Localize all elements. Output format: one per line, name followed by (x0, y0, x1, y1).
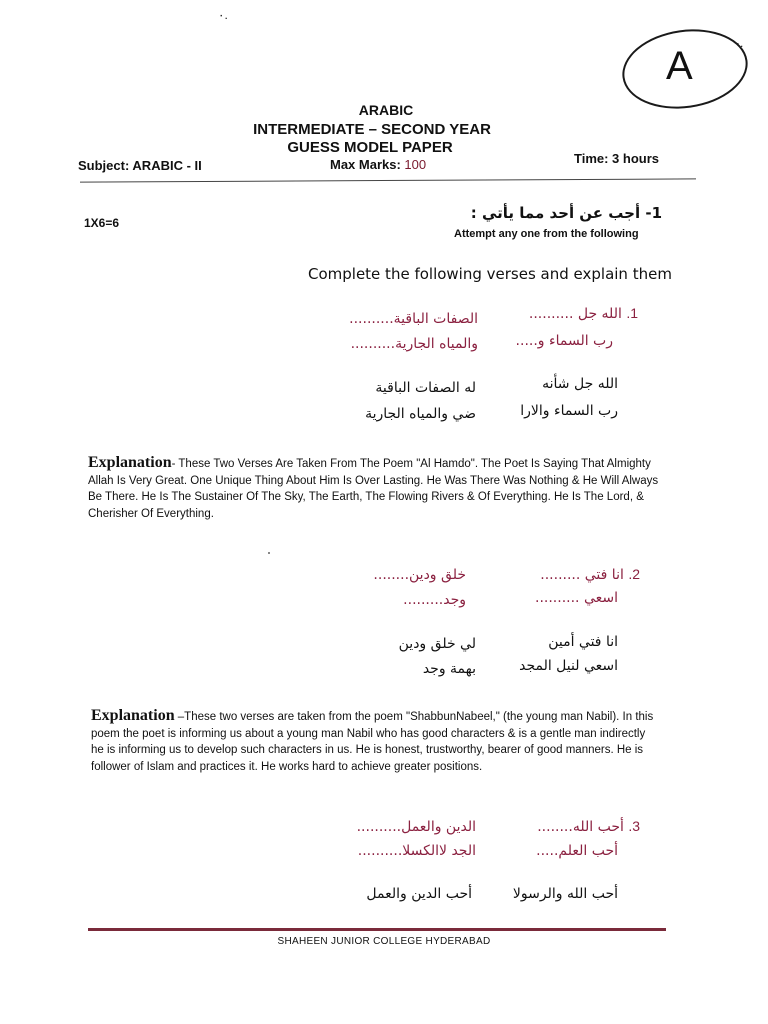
verse1-explanation-text: - These Two Verses Are Taken From The Poem "Al Hamdo". The Poet Is Saying That Almighty Allah Is Very Great. One Unique Thing About Him Is Over Lasting. He Was There Was Nothing & He Will Always (88, 458, 659, 487)
max-marks (330, 157, 426, 172)
grade-letter: A (666, 44, 693, 88)
paper-type: GUESS MODEL PAPER (287, 139, 453, 156)
subject-line: Subject: ARABIC - II (78, 158, 202, 173)
verse2-q2-right: اسعي .......... (535, 590, 618, 606)
verse1-number: 1. (626, 305, 638, 321)
verse2-a1-left: لي خلق ودين (398, 636, 476, 652)
verse1-a2-right: رب السماء والارا (520, 403, 618, 419)
scan-speck (268, 552, 270, 554)
verse2-explanation-lead: Explanation (91, 707, 175, 724)
verse1-q1-left: الصفات الباقية.......... (349, 311, 478, 327)
verse1-a2-left: ضي والمياه الجارية (365, 406, 476, 422)
max-marks-label: Max Marks: (330, 157, 405, 172)
verse3-number: 3. (628, 818, 640, 834)
verse3-q1-right: أحب الله........ (537, 819, 624, 835)
verse3-a1-right: أحب الله والرسولا (512, 886, 618, 902)
verse2-number: 2. (628, 566, 640, 582)
header-divider (80, 178, 696, 182)
verse1-number-line1 (529, 305, 638, 322)
verse3-a1-left: أحب الدين والعمل (366, 886, 472, 902)
verse2-a1-right: انا فتي أمين (548, 634, 618, 650)
grade-tick-mark: ·. (736, 36, 744, 50)
verse2-number-line1 (540, 566, 640, 583)
verse3-number-line1 (537, 818, 640, 835)
max-marks-value: 100 (404, 157, 427, 172)
verse1-explanation-lead: Explanation (88, 454, 172, 471)
question-english-instruction: Attempt any one from the following (454, 228, 639, 240)
verse2-q1-right: انا فتي ......... (540, 567, 624, 583)
question-arabic-instruction: 1- أجب عن أحد مما يأتي : (470, 204, 662, 222)
verse2-explanation (91, 708, 659, 775)
verse2-q2-left: وجد......... (403, 592, 466, 608)
verse1-q2-right: رب السماء و..... (515, 333, 613, 349)
verse2-a2-right: اسعي لنيل المجد (519, 658, 618, 674)
footer-divider (88, 928, 666, 931)
verse3-q2-left: الجد لاالكسلا.......... (357, 843, 476, 859)
footer-college-name: SHAHEEN JUNIOR COLLEGE HYDERABAD (277, 936, 491, 947)
verse1-a1-left: له الصفات الباقية (375, 380, 476, 396)
verse2-explanation-text: –These two verses are taken from the poem "ShabbunNabeel," (the young man Nabil). In this poem the poet is informing us about a young man Nabil who has good characters & is a gentle man indirectly he is informing us to develop such characters in us. He is honest, trustworthy, bearer of good manners. He is follower of Islam and practices it. He works hard to achieve greater positions. (91, 711, 654, 773)
verse1-explanation (88, 455, 668, 522)
verse1-q1-right: الله جل .......... (528, 306, 622, 322)
page-mark: ٠. (218, 8, 228, 22)
verse3-q2-right: أحب العلم..... (536, 843, 618, 859)
verse1-explanation-text2: Be There. He Is The Sustainer Of The Sky, The Earth, The Flowing Rivers & Of Everything. He Is The Lord, & Cherisher Of Everything. (88, 491, 644, 520)
verse2-a2-left: بهمة وجد (422, 661, 476, 677)
question-marks: 1X6=6 (84, 216, 120, 230)
verse1-q2-left: والمياه الجارية.......... (350, 336, 478, 352)
paper-subject-title: ARABIC (358, 102, 414, 118)
question-task: Complete the following verses and explain them (308, 265, 672, 283)
verse1-a1-right: الله جل شأنه (542, 376, 618, 392)
verse2-q1-left: خلق ودين........ (373, 567, 466, 583)
paper-year: INTERMEDIATE – SECOND YEAR (253, 121, 491, 138)
verse3-q1-left: الدين والعمل.......... (356, 819, 476, 835)
time-allowed: Time: 3 hours (574, 151, 660, 166)
